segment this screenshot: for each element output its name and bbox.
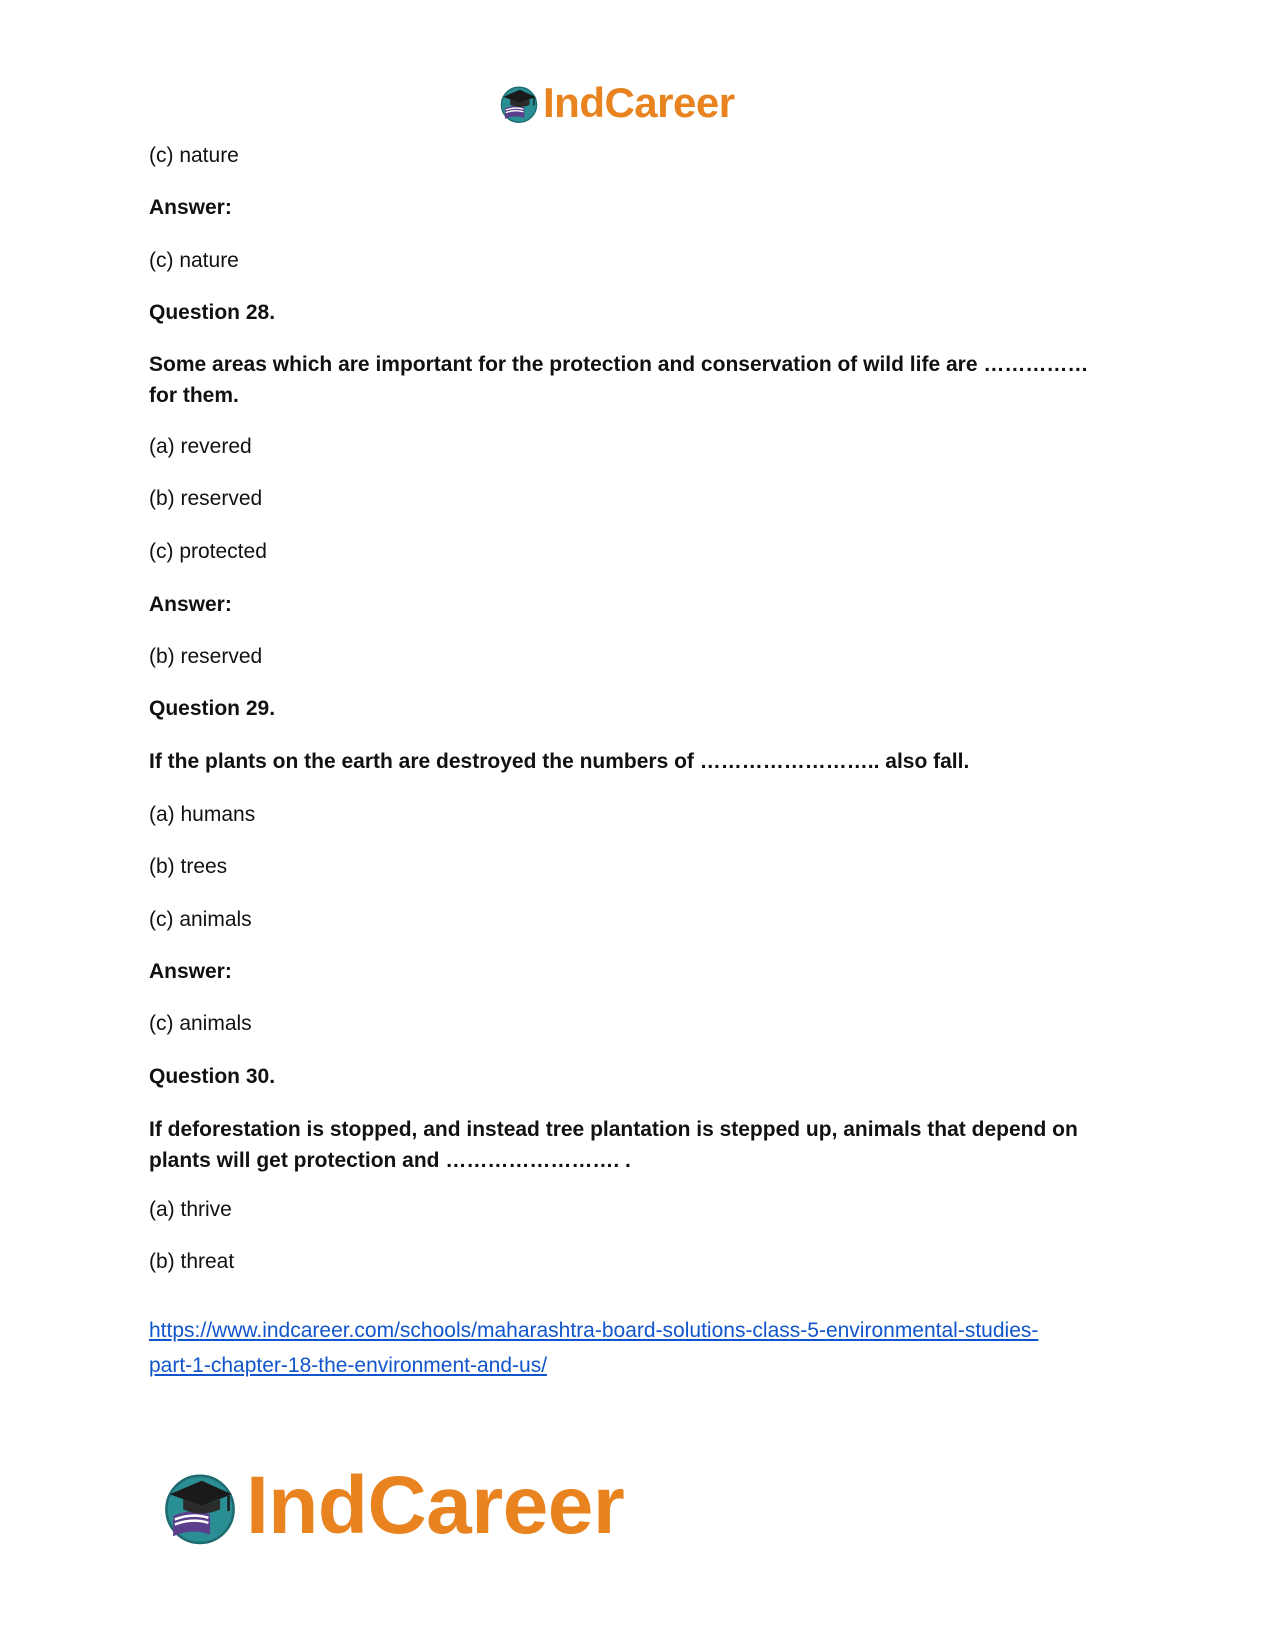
option-line: (a) humans xyxy=(149,803,256,826)
option-line: (b) trees xyxy=(149,855,228,878)
brand-wordmark: IndCareer xyxy=(246,1460,625,1551)
option-line: (c) animals xyxy=(149,908,252,931)
option-line: (c) protected xyxy=(149,540,267,563)
question-heading: Question 30. xyxy=(149,1065,276,1088)
answer-label: Answer: xyxy=(149,593,232,616)
source-link[interactable] xyxy=(149,1313,1149,1383)
source-link-line-1[interactable]: https://www.indcareer.com/schools/maharashtra-board-solutions-class-5-environmental-studies- xyxy=(149,1319,1039,1342)
option-line: (c) nature xyxy=(149,144,239,167)
answer-label: Answer: xyxy=(149,196,232,219)
question-heading: Question 28. xyxy=(149,301,276,324)
option-line: (b) reserved xyxy=(149,487,263,510)
answer-value: (c) nature xyxy=(149,249,239,272)
option-line: (a) thrive xyxy=(149,1198,232,1221)
header-logo xyxy=(497,78,735,128)
answer-value: (b) reserved xyxy=(149,645,263,668)
option-line: (b) threat xyxy=(149,1250,235,1273)
question-text: Some areas which are important for the protection and conservation of wild life are …………… for them. xyxy=(149,353,1089,407)
answer-label: Answer: xyxy=(149,960,232,983)
graduation-cap-book-globe-icon xyxy=(497,81,541,125)
source-link-line-2[interactable]: part-1-chapter-18-the-environment-and-us/ xyxy=(149,1354,548,1377)
graduation-cap-book-globe-icon xyxy=(158,1464,242,1548)
answer-value: (c) animals xyxy=(149,1012,252,1035)
question-text: If the plants on the earth are destroyed the numbers of …………………….. also fall. xyxy=(149,750,970,773)
brand-wordmark: IndCareer xyxy=(543,79,735,126)
question-text: If deforestation is stopped, and instead tree plantation is stepped up, animals that depend on plants will get protection and ……………………. . xyxy=(149,1118,1078,1172)
option-line: (a) revered xyxy=(149,435,252,458)
footer-logo xyxy=(158,1460,624,1552)
question-heading: Question 29. xyxy=(149,697,276,720)
